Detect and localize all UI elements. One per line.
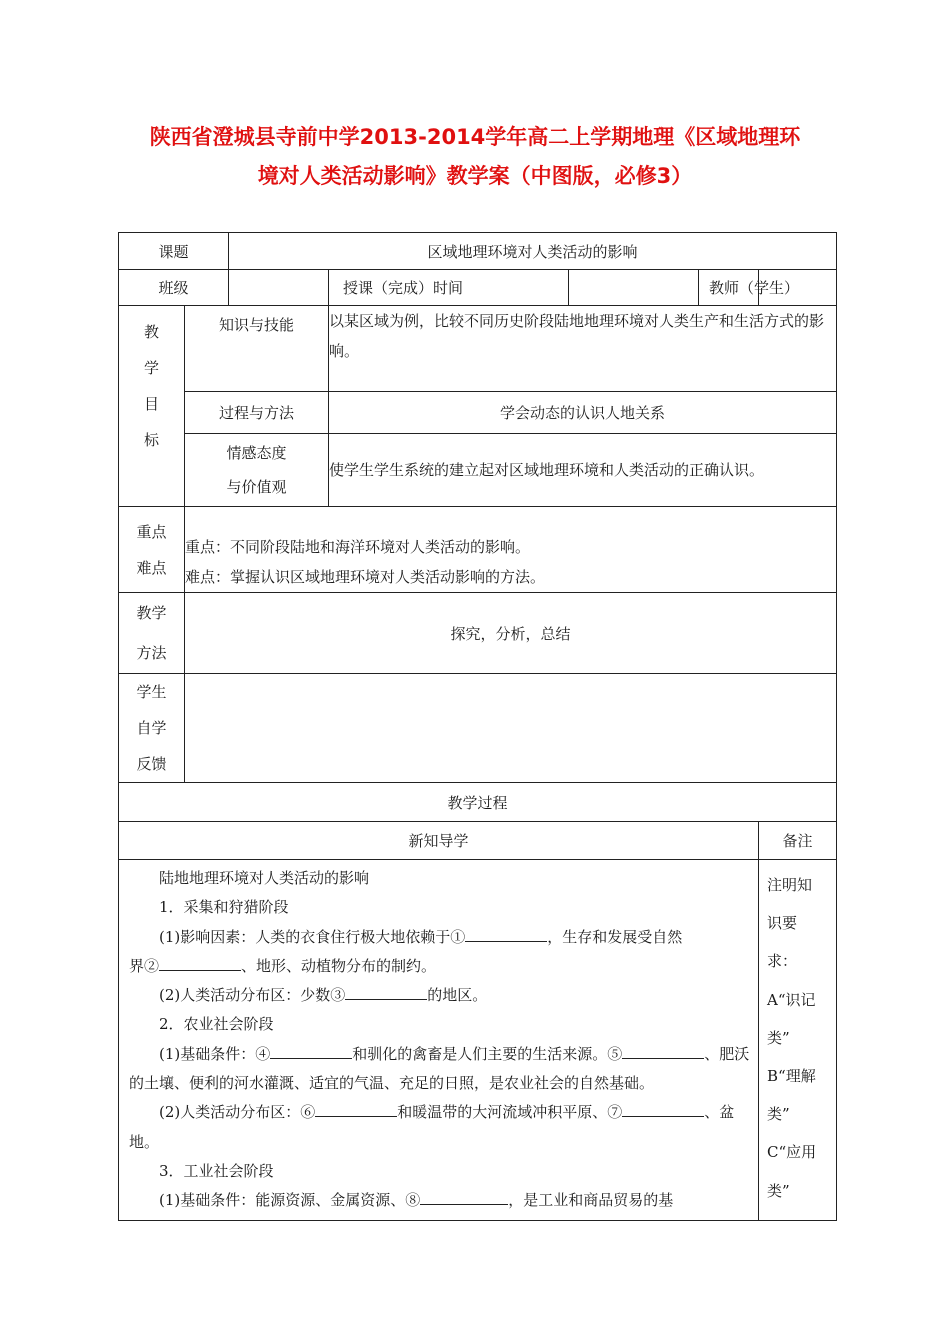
feedback-label-line: 学生 (136, 683, 167, 701)
new-knowledge-header: 新知导学 (119, 822, 759, 860)
note-line: 注明知 (767, 876, 813, 894)
blank-7[interactable] (622, 1098, 704, 1117)
content-heading: 陆地地理环境对人类活动的影响 (159, 869, 370, 887)
goal-attitude-value: 使学生学生系统的建立起对区域地理环境和人类活动的正确认识。 (329, 434, 837, 507)
key-points-value (185, 507, 837, 593)
feedback-label (119, 674, 185, 783)
feedback-label-line: 反馈 (136, 755, 167, 773)
key-points-label (119, 507, 185, 593)
goals-label-char: 教 (143, 323, 159, 341)
blank-1[interactable] (465, 923, 547, 942)
section-1-item-2: (2)人类活动分布区：少数③ 的地区。 (129, 981, 750, 1010)
difficult-point-text: 难点：掌握认识区域地理环境对人类活动影响的方法。 (185, 568, 546, 586)
goals-label-char: 标 (143, 431, 159, 449)
feedback-label-line: 自学 (136, 719, 167, 737)
goal-process-label: 过程与方法 (185, 392, 329, 434)
time-label: 授课（完成）时间 (329, 270, 569, 306)
goal-process-value: 学会动态的认识人地关系 (329, 392, 837, 434)
section-1-item-1-cont: 界② 、地形、动植物分布的制约。 (129, 952, 750, 981)
process-header: 教学过程 (119, 783, 837, 822)
document-title-line-2: 境对人类活动影响》教学案（中图版，必修3） (257, 164, 693, 188)
key-label-line: 难点 (136, 558, 167, 577)
blank-3[interactable] (345, 981, 427, 1000)
blank-4[interactable] (270, 1040, 352, 1059)
section-2-item-1: (1)基础条件：④ 和驯化的禽畜是人们主要的生活来源。⑤ 、肥沃的土壤、便利的河水灌溉、适宜的气温、充足的日照，是农业社会的自然基础。 (129, 1040, 750, 1099)
note-line: 求： (767, 952, 798, 971)
blank-2[interactable] (159, 952, 241, 971)
blank-5[interactable] (622, 1040, 704, 1059)
goal-knowledge-label: 知识与技能 (185, 306, 329, 392)
note-line: A“识记 (767, 990, 816, 1009)
note-line: C“应用 (767, 1143, 817, 1162)
class-value[interactable] (229, 270, 329, 306)
goals-label-char: 学 (143, 359, 159, 377)
teacher-label: 教师（学生） (699, 270, 759, 306)
note-line: 类” (767, 1028, 790, 1047)
goals-label-char: 目 (143, 395, 159, 413)
goals-label (119, 306, 185, 507)
note-line: 类” (767, 1181, 790, 1200)
new-knowledge-content (119, 860, 759, 1221)
goal-attitude-label-line: 情感态度 (226, 444, 287, 462)
feedback-value[interactable] (185, 674, 837, 783)
goal-attitude-label-line: 与价值观 (226, 478, 287, 496)
section-1-item-1: (1)影响因素：人类的衣食住行极大地依赖于① ，生存和发展受自然 (129, 923, 750, 952)
section-2-item-2: (2)人类活动分布区：⑥ 和暖温带的大河流域冲积平原、⑦ 、盆地。 (129, 1098, 750, 1157)
section-3-title: 3．工业社会阶段 (159, 1161, 274, 1180)
note-line: 类” (767, 1105, 790, 1124)
goal-knowledge-value: 以某区域为例，比较不同历史阶段陆地地理环境对人类生产和生活方式的影响。 (329, 306, 837, 392)
topic-label: 课题 (119, 233, 229, 270)
blank-6[interactable] (315, 1098, 397, 1117)
method-label (119, 593, 185, 674)
section-1-title: 1．采集和狩猎阶段 (159, 898, 289, 917)
goal-attitude-label (185, 434, 329, 507)
notes-column (759, 860, 837, 1221)
method-label-line: 教学 (136, 604, 167, 622)
note-line: 识要 (767, 914, 798, 933)
notes-header: 备注 (759, 822, 837, 860)
section-2-title: 2．农业社会阶段 (159, 1015, 274, 1034)
note-line: B“理解 (767, 1067, 816, 1086)
document-title-line-1: 陕西省澄城县寺前中学2013-2014学年高二上学期地理《区域地理环 (149, 125, 801, 149)
time-value[interactable] (569, 270, 699, 306)
blank-8[interactable] (420, 1186, 508, 1205)
lesson-plan-table (118, 232, 837, 1221)
key-point-text: 重点：不同阶段陆地和海洋环境对人类活动的影响。 (185, 538, 531, 556)
class-label: 班级 (119, 270, 229, 306)
method-label-line: 方法 (136, 644, 167, 662)
topic-value: 区域地理环境对人类活动的影响 (229, 233, 837, 270)
key-label-line: 重点 (136, 522, 167, 541)
section-3-item-1: (1)基础条件：能源资源、金属资源、⑧ ，是工业和商品贸易的基 (129, 1186, 750, 1215)
method-value: 探究，分析，总结 (185, 593, 837, 674)
